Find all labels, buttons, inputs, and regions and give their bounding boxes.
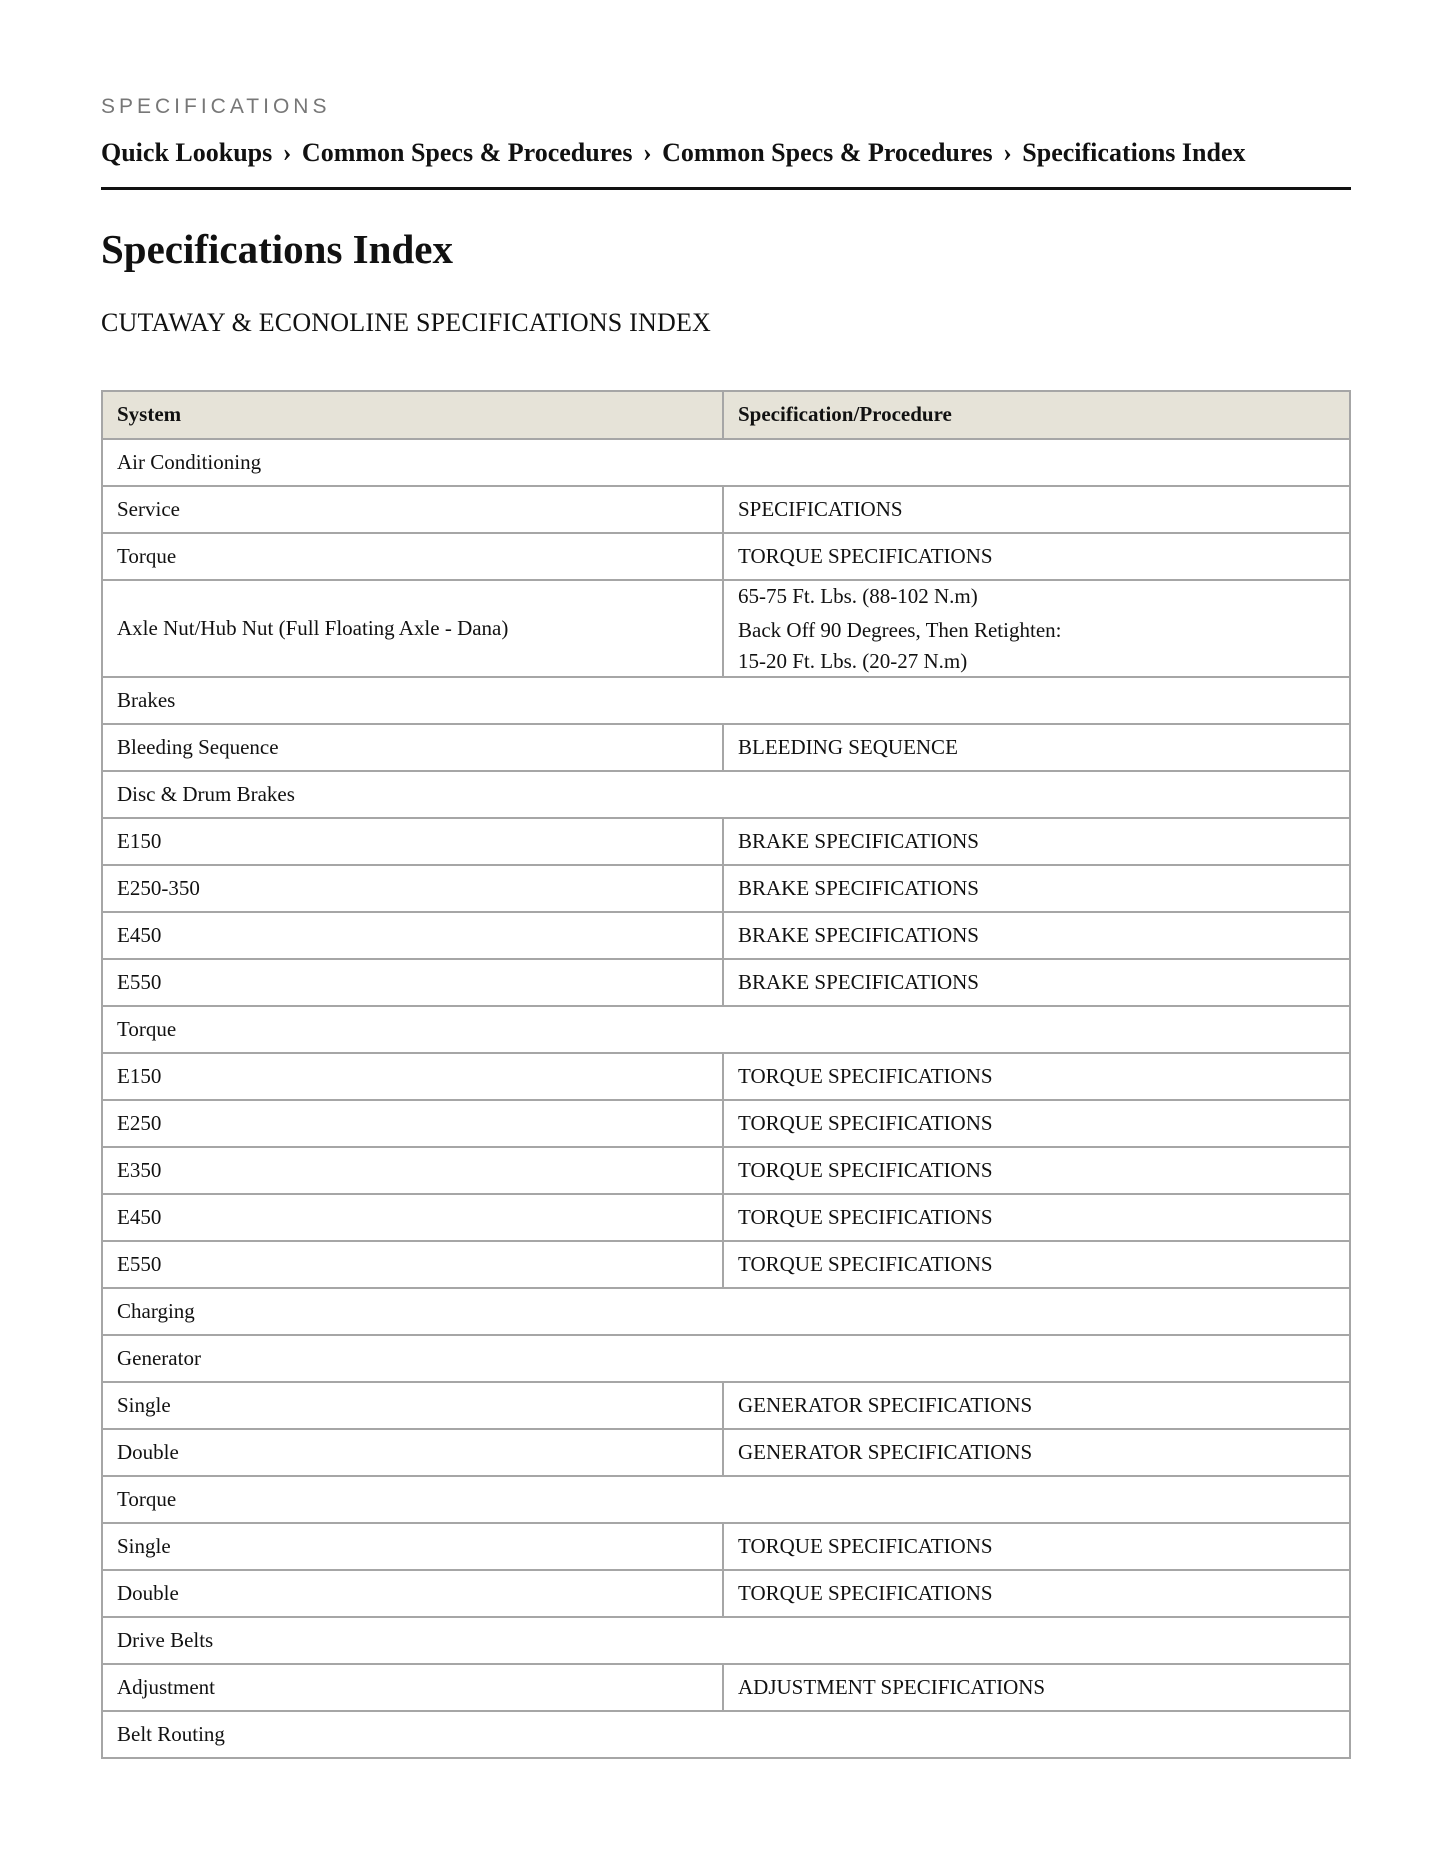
system-cell: E450 <box>102 1194 723 1241</box>
spec-value-cell <box>723 580 1350 677</box>
breadcrumb-separator: › <box>642 138 652 167</box>
breadcrumb-item-common-specs-2[interactable]: Common Specs & Procedures <box>662 138 993 167</box>
section-eyebrow: SPECIFICATIONS <box>101 95 331 118</box>
spec-link[interactable]: SPECIFICATIONS <box>723 486 1350 533</box>
spec-link[interactable]: BRAKE SPECIFICATIONS <box>723 912 1350 959</box>
table-row <box>102 724 1350 771</box>
table-row <box>102 1382 1350 1429</box>
system-cell: Adjustment <box>102 1664 723 1711</box>
spec-link[interactable]: BLEEDING SEQUENCE <box>723 724 1350 771</box>
table-row <box>102 912 1350 959</box>
specifications-table <box>101 390 1351 1759</box>
table-row-subgroup <box>102 1476 1350 1523</box>
spec-link[interactable]: GENERATOR SPECIFICATIONS <box>723 1382 1350 1429</box>
system-cell: E150 <box>102 1053 723 1100</box>
table-row-group <box>102 1617 1350 1664</box>
table-row <box>102 865 1350 912</box>
table-row <box>102 580 1350 677</box>
spec-link[interactable]: TORQUE SPECIFICATIONS <box>723 1053 1350 1100</box>
table-row <box>102 1570 1350 1617</box>
spec-link[interactable]: TORQUE SPECIFICATIONS <box>723 1194 1350 1241</box>
system-cell: E250-350 <box>102 865 723 912</box>
group-label: Brakes <box>102 677 1350 724</box>
breadcrumb-item-current: Specifications Index <box>1022 138 1246 167</box>
system-cell: E550 <box>102 1241 723 1288</box>
system-cell: Torque <box>102 533 723 580</box>
table-row-subgroup <box>102 1006 1350 1053</box>
system-cell: E150 <box>102 818 723 865</box>
breadcrumb-separator: › <box>282 138 292 167</box>
breadcrumb-item-quick-lookups[interactable]: Quick Lookups <box>101 138 273 167</box>
system-cell: Service <box>102 486 723 533</box>
spec-value-line: 15-20 Ft. Lbs. (20-27 N.m) <box>738 648 968 673</box>
table-row <box>102 533 1350 580</box>
table-row <box>102 1194 1350 1241</box>
table-row <box>102 1100 1350 1147</box>
table-row <box>102 1523 1350 1570</box>
breadcrumb-separator: › <box>1003 138 1012 167</box>
table-row <box>102 1664 1350 1711</box>
system-cell: Single <box>102 1523 723 1570</box>
table-row-group <box>102 677 1350 724</box>
spec-link[interactable]: TORQUE SPECIFICATIONS <box>723 1523 1350 1570</box>
table-row <box>102 1053 1350 1100</box>
column-header-spec: Specification/Procedure <box>723 391 1350 439</box>
header-divider <box>101 187 1351 190</box>
spec-link[interactable]: ADJUSTMENT SPECIFICATIONS <box>723 1664 1350 1711</box>
table-header-row <box>102 391 1350 439</box>
table-row <box>102 1429 1350 1476</box>
table-row <box>102 1147 1350 1194</box>
system-cell: Axle Nut/Hub Nut (Full Floating Axle - Dana) <box>102 580 723 677</box>
subgroup-label: Disc & Drum Brakes <box>102 771 1350 818</box>
page-subtitle: CUTAWAY & ECONOLINE SPECIFICATIONS INDEX <box>101 308 712 337</box>
system-cell: E250 <box>102 1100 723 1147</box>
table-row <box>102 959 1350 1006</box>
breadcrumb-item-common-specs[interactable]: Common Specs & Procedures <box>301 138 633 167</box>
spec-link[interactable]: TORQUE SPECIFICATIONS <box>723 1241 1350 1288</box>
table-row <box>102 1241 1350 1288</box>
system-cell: Double <box>102 1429 723 1476</box>
table-row-group <box>102 1288 1350 1335</box>
table-row <box>102 486 1350 533</box>
subgroup-label: Torque <box>102 1476 1350 1523</box>
table-row-group <box>102 439 1350 486</box>
system-cell: E450 <box>102 912 723 959</box>
spec-value-line: 65-75 Ft. Lbs. (88-102 N.m) <box>738 584 978 608</box>
spec-link[interactable]: BRAKE SPECIFICATIONS <box>723 818 1350 865</box>
group-label: Air Conditioning <box>102 439 1350 486</box>
spec-link[interactable]: BRAKE SPECIFICATIONS <box>723 865 1350 912</box>
spec-link[interactable]: TORQUE SPECIFICATIONS <box>723 1147 1350 1194</box>
page-title: Specifications Index <box>101 226 453 272</box>
spec-link[interactable]: TORQUE SPECIFICATIONS <box>723 533 1350 580</box>
table-row-subgroup <box>102 1335 1350 1382</box>
spec-link[interactable]: TORQUE SPECIFICATIONS <box>723 1100 1350 1147</box>
spec-link[interactable]: TORQUE SPECIFICATIONS <box>723 1570 1350 1617</box>
group-label: Drive Belts <box>102 1617 1350 1664</box>
system-cell: Single <box>102 1382 723 1429</box>
system-cell: E350 <box>102 1147 723 1194</box>
table-row-subgroup <box>102 1711 1350 1758</box>
system-cell: E550 <box>102 959 723 1006</box>
group-label: Charging <box>102 1288 1350 1335</box>
subgroup-label: Torque <box>102 1006 1350 1053</box>
table-row-subgroup <box>102 771 1350 818</box>
spec-value-line: Back Off 90 Degrees, Then Retighten: <box>738 618 1062 643</box>
system-cell: Double <box>102 1570 723 1617</box>
table-row <box>102 818 1350 865</box>
spec-link[interactable]: GENERATOR SPECIFICATIONS <box>723 1429 1350 1476</box>
system-cell: Bleeding Sequence <box>102 724 723 771</box>
subgroup-label: Generator <box>102 1335 1350 1382</box>
spec-link[interactable]: BRAKE SPECIFICATIONS <box>723 959 1350 1006</box>
breadcrumb <box>101 138 1245 168</box>
column-header-system: System <box>102 391 723 439</box>
subgroup-label: Belt Routing <box>102 1711 1350 1758</box>
